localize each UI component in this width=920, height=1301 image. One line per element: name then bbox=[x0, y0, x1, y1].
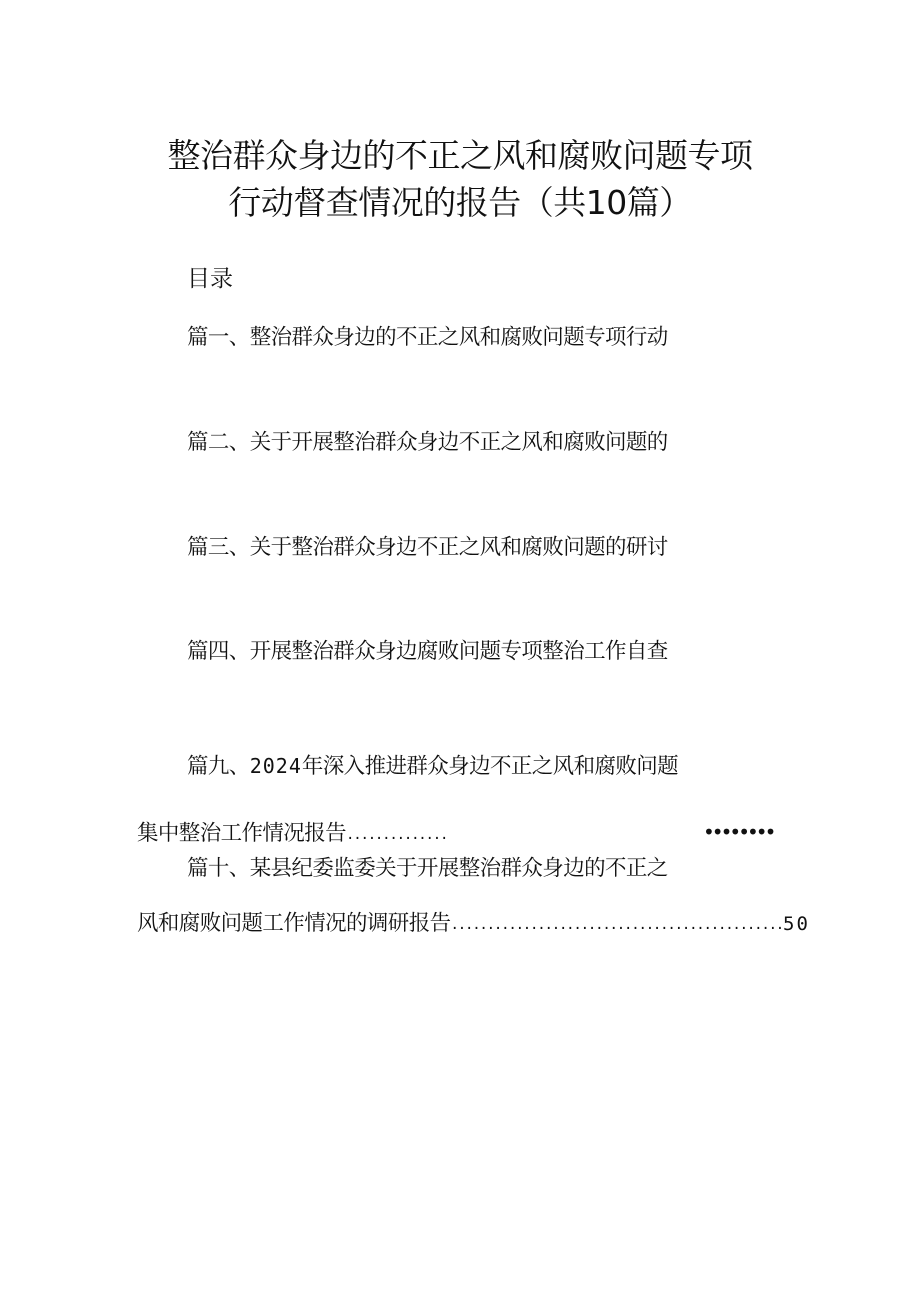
toc-entry-10-line2: 风和腐败问题工作情况的调研报告 bbox=[137, 911, 451, 936]
toc-entry-9-prefix: 篇九、 bbox=[187, 754, 250, 779]
toc-entry-10-page-number: 50 bbox=[783, 913, 810, 935]
toc-entry-10[interactable]: 篇十、某县纪委监委关于开展整治群众身边的不正之 bbox=[187, 856, 668, 881]
toc-entry-9-line2: 集中整治工作情况报告 bbox=[137, 821, 347, 846]
toc-entry-1[interactable]: 篇一、整治群众身边的不正之风和腐败问题专项行动 bbox=[187, 325, 668, 350]
toc-entry-9-leader: .............. bbox=[346, 827, 448, 843]
toc-heading: 目录 bbox=[187, 266, 233, 292]
toc-entry-9-continuation[interactable] bbox=[137, 823, 447, 845]
toc-entry-9-year: 2024 bbox=[249, 754, 302, 778]
toc-entry-4[interactable]: 篇四、开展整治群众身边腐败问题专项整治工作自查 bbox=[187, 639, 668, 664]
toc-entry-9[interactable] bbox=[187, 756, 678, 778]
toc-entry-10-leader: .............................................. bbox=[450, 917, 784, 933]
document-title-line-2: 行动督查情况的报告（共10篇） bbox=[228, 183, 692, 222]
toc-entry-9-bullets: •••••••• bbox=[703, 820, 774, 844]
toc-entry-2[interactable]: 篇二、关于开展整治群众身边不正之风和腐败问题的 bbox=[187, 430, 668, 455]
toc-entry-9-rest: 年深入推进群众身边不正之风和腐败问题 bbox=[301, 754, 679, 779]
toc-entry-10-continuation[interactable] bbox=[137, 913, 810, 935]
toc-entry-3[interactable]: 篇三、关于整治群众身边不正之风和腐败问题的研讨 bbox=[187, 535, 668, 560]
document-title-line-1: 整治群众身边的不正之风和腐败问题专项 bbox=[167, 136, 753, 175]
